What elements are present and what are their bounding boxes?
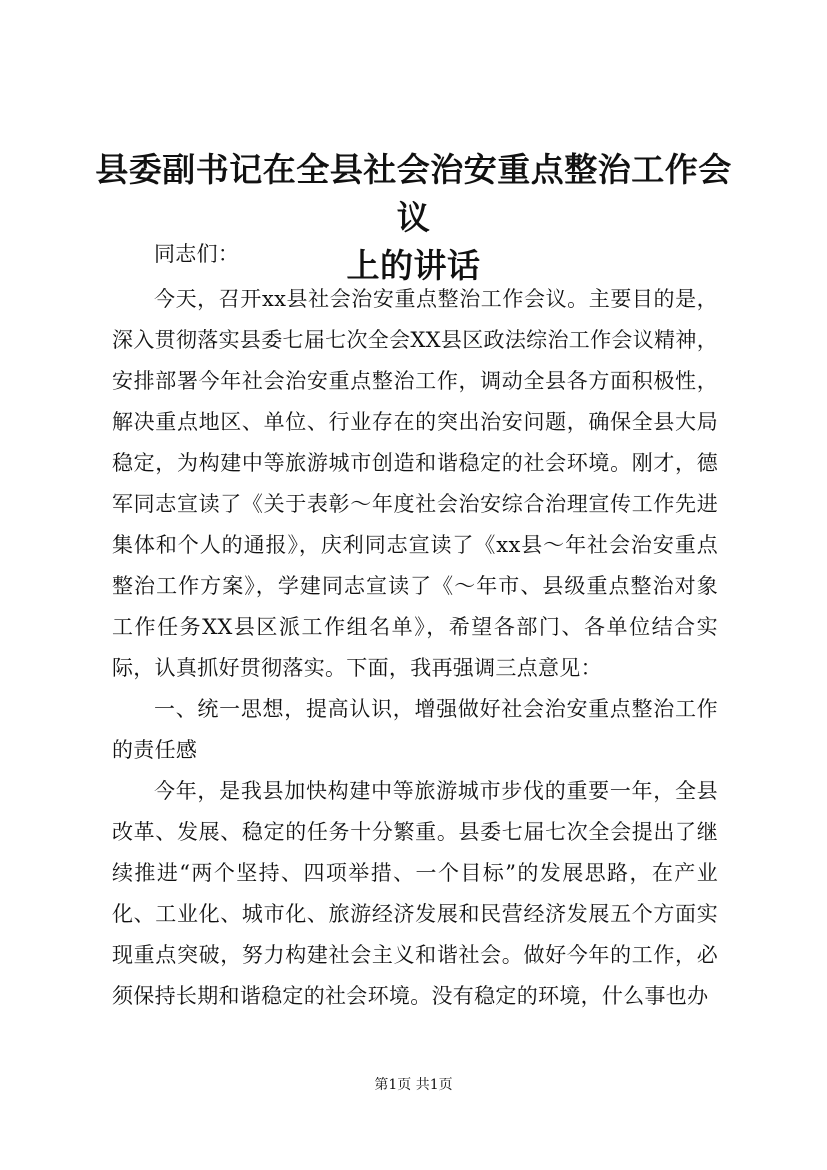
salutation: 同志们： [154,242,240,266]
paragraph-intro: 今天，召开xx县社会治安重点整治工作会议。主要目的是，深入贯彻落实县委七届七次全会XX县区政法综治工作会议精神，安排部署今年社会治安重点整治工作，调动全县各方面积极性，解决重点地区、单位、行业存在的突出治安问题，确保全县大局稳定，为构建中等旅游城市创造和谐稳定的社会环境。刚才，德军同志宣读了《关于表彰～年度社会治安综合治理宣传工作先进集体和个人的通报》，庆利同志宣读了《xx县～年社会治安重点整治工作方案》，学建同志宣读了《～年市、县级重点整治对象工作任务XX县区派工作组名单》，希望各部门、各单位结合实际，认真抓好贯彻落实。下面，我再强调三点意见： [112,287,718,680]
title-line-2: 上的讲话 [346,246,481,285]
paragraph-section-1: 今年，是我县加快构建中等旅游城市步伐的重要一年，全县改革、发展、稳定的任务十分繁重。县委七届七次全会提出了继续推进“两个坚持、四项举措、一个目标”的发展思路，在产业化、工业化、城市化、旅游经济发展和民营经济发展五个方面实现重点突破，努力构建社会主义和谐社会。做好今年的工作，必须保持长期和谐稳定的社会环境。没有稳定的环境，什么事也办 [112,779,718,1008]
document-body [112,234,718,1017]
section-heading-1: 一、统一思想，提高认识，增强做好社会治安重点整治工作的责任感 [112,697,718,762]
page-footer: 第1页 共1页 [374,1077,453,1093]
title-line-1: 县委副书记在全县社会治安重点整治工作会议 [95,150,732,237]
